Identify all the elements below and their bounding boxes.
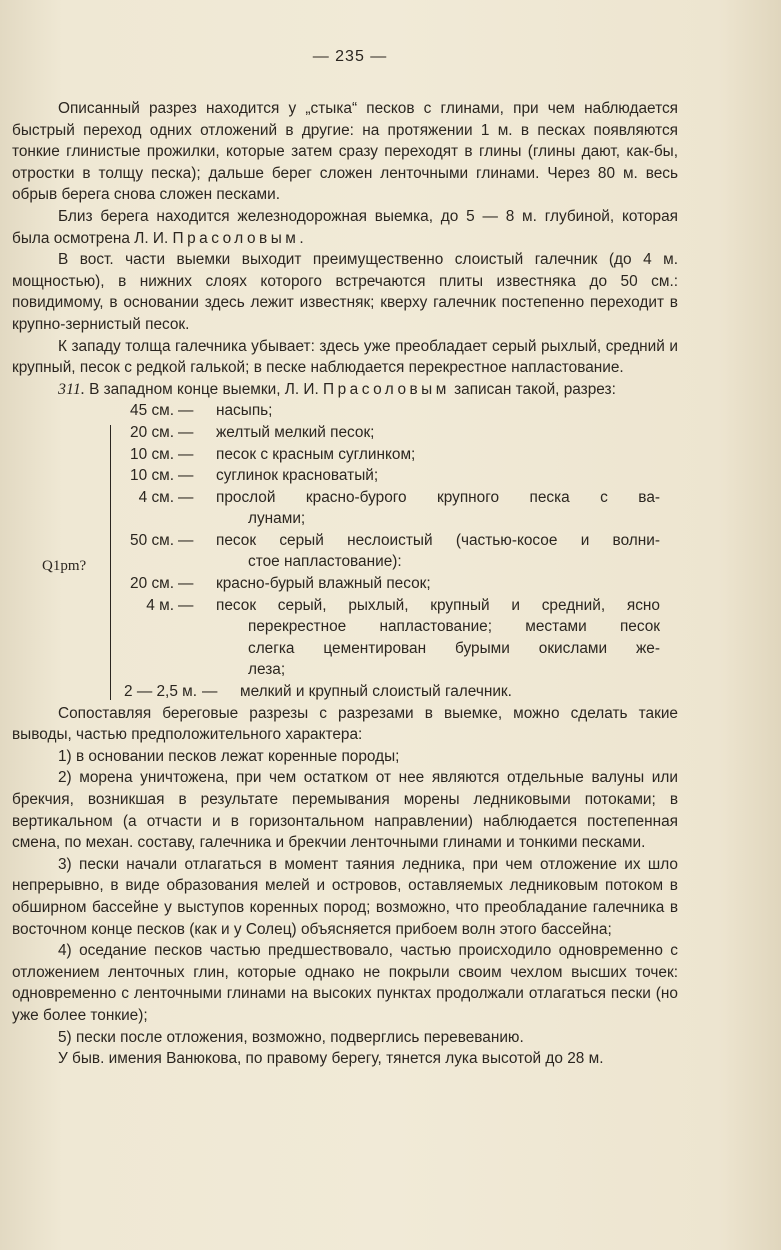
paragraph: К западу толща галечника убывает: здесь уже преобладает серый рыхлый, средний и крупный, песок с редкой галькой; в песке наблюдается перекрестное напластование. (12, 337, 678, 377)
paragraph: 1) в основании песков лежат коренные породы; (58, 747, 400, 765)
paragraph: 5) пески после отложения, возможно, подверглись перевеванию. (58, 1028, 524, 1046)
layer-thickness: 2 — 2,5 м. (124, 683, 198, 701)
text-run: Близ берега находится железнодорожная выемка, до 5 — 8 м. глубиной, которая была осмотрена Л. И. (12, 207, 678, 247)
layer-description: стое напластование): (248, 553, 402, 571)
layer-thickness: 50 см. (130, 531, 174, 549)
text-run: . (299, 229, 304, 247)
paragraph: У быв. имения Ванюкова, по правому берегу, тянется лука высотой до 28 м. (58, 1050, 604, 1068)
layer-description: красно-бурый влажный песок; (216, 575, 431, 593)
section-row (12, 638, 678, 660)
section-number: 311. (58, 380, 85, 398)
section-row (12, 487, 678, 509)
author-name: Прасоловым (323, 380, 450, 398)
section-row (12, 595, 678, 617)
dash: — (178, 596, 194, 614)
layer-thickness: 20 см. (130, 423, 174, 441)
section-row (12, 551, 678, 573)
author-name: Прасоловым (172, 229, 300, 247)
layer-description: насыпь; (216, 402, 273, 420)
section-row (12, 681, 678, 703)
dash: — (178, 531, 194, 549)
layer-thickness: 4 м. (146, 596, 174, 614)
paragraph: 2) морена уничтожена, при чем остатком от нее являются отдельные валуны или брекчия, возникшая в результате перемывания морены ледниковыми потоками; в вертикальном (а отчасти и в горизонтальном направлении) наблюдается постепенная смена, по механ. составу, галечника и брекчии ленточными глинами и тонкими песками. (12, 769, 678, 852)
paragraph: Сопоставляя береговые разрезы с разрезами в выемке, можно сделать такие выводы, частью предположительного характера: (12, 704, 678, 744)
paragraph: Описанный разрез находится у „стыка“ песков с глинами, при чем наблюдается быстрый переход одних отложений в другие: на протяжении 1 м. в песках появляются тонкие глинистые прожилки, которые затем сразу переходят в глины (глины дают, как-бы, отростки в толщу песка); дальше берег сложен ленточными глинами. Через 80 м. весь обрыв берега снова сложен песками. (12, 100, 678, 204)
dash: — (178, 423, 194, 441)
section-row (12, 530, 678, 552)
paragraph: 4) оседание песков частью предшествовало, частью происходило одновременно с отложением ленточных глин, которые однако не покрыли своим чехлом высших точек: одновременно с ленточными глинами на высоких пунктах продолжали отлагаться пески (но уже более тонкие); (12, 942, 678, 1024)
text-run: В западном конце выемки, Л. И. (84, 380, 324, 398)
section-row (12, 465, 678, 487)
section-row (12, 422, 678, 444)
layer-thickness: 10 см. (130, 467, 174, 485)
layer-description: песок серый, рыхлый, крупный и средний, ясно (216, 596, 660, 614)
layer-description: леза; (248, 661, 286, 679)
paragraph: В вост. части выемки выходит преимущественно слоистый галечник (до 4 м. мощностью), в нижних слоях которого встречаются плиты известняка до 50 см.: повидимому, в основании здесь лежит известняк; кверху галечник постепенно переходит в крупно-зернистый песок. (12, 251, 678, 333)
layer-thickness: 45 см. (130, 402, 174, 420)
layer-thickness: 4 см. (138, 488, 174, 506)
layer-description: песок с красным суглинком; (216, 445, 416, 463)
geologic-section (12, 400, 678, 702)
paragraph: 3) пески начали отлагаться в момент таяния ледника, при чем отложение их шло непрерывно, в виде образования мелей и островов, оставляемых ледниковым потоком в обширном бассейне у выступов коренных пород; возможно, что преобладание галечника в восточном конце песков (как и у Солец) объясняется прибоем волн этого бассейна; (12, 855, 678, 938)
text-run: записан такой, разрез: (449, 380, 616, 398)
layer-description: песок серый неслоистый (частью-косое и волни- (216, 531, 660, 549)
body-text (12, 98, 678, 1070)
layer-description: мелкий и крупный слоистый галечник. (240, 683, 512, 701)
dash: — (178, 467, 194, 485)
dash: — (178, 402, 194, 420)
layer-description: перекрестное напластование; местами песок (248, 618, 660, 636)
section-row (12, 573, 678, 595)
dash: — (178, 445, 194, 463)
section-row (12, 400, 678, 422)
layer-description: лунами; (248, 510, 306, 528)
paragraph (12, 379, 678, 401)
dash: — (202, 683, 218, 701)
layer-thickness: 20 см. (130, 575, 174, 593)
layer-description: слегка цементирован бурыми окислами же- (248, 639, 660, 657)
section-row (12, 444, 678, 466)
dash: — (178, 488, 194, 506)
section-row (12, 659, 678, 681)
paragraph (12, 206, 678, 249)
section-row (12, 508, 678, 530)
stratigraphic-label: Q1pm? (42, 557, 87, 574)
layer-description: желтый мелкий песок; (216, 423, 375, 441)
section-row (12, 616, 678, 638)
layer-description: суглинок красноватый; (216, 467, 379, 485)
layer-description: прослой красно-бурого крупного песка с ва- (216, 488, 660, 506)
dash: — (178, 575, 194, 593)
page-number: — 235 — (312, 48, 388, 65)
layer-thickness: 10 см. (130, 445, 174, 463)
